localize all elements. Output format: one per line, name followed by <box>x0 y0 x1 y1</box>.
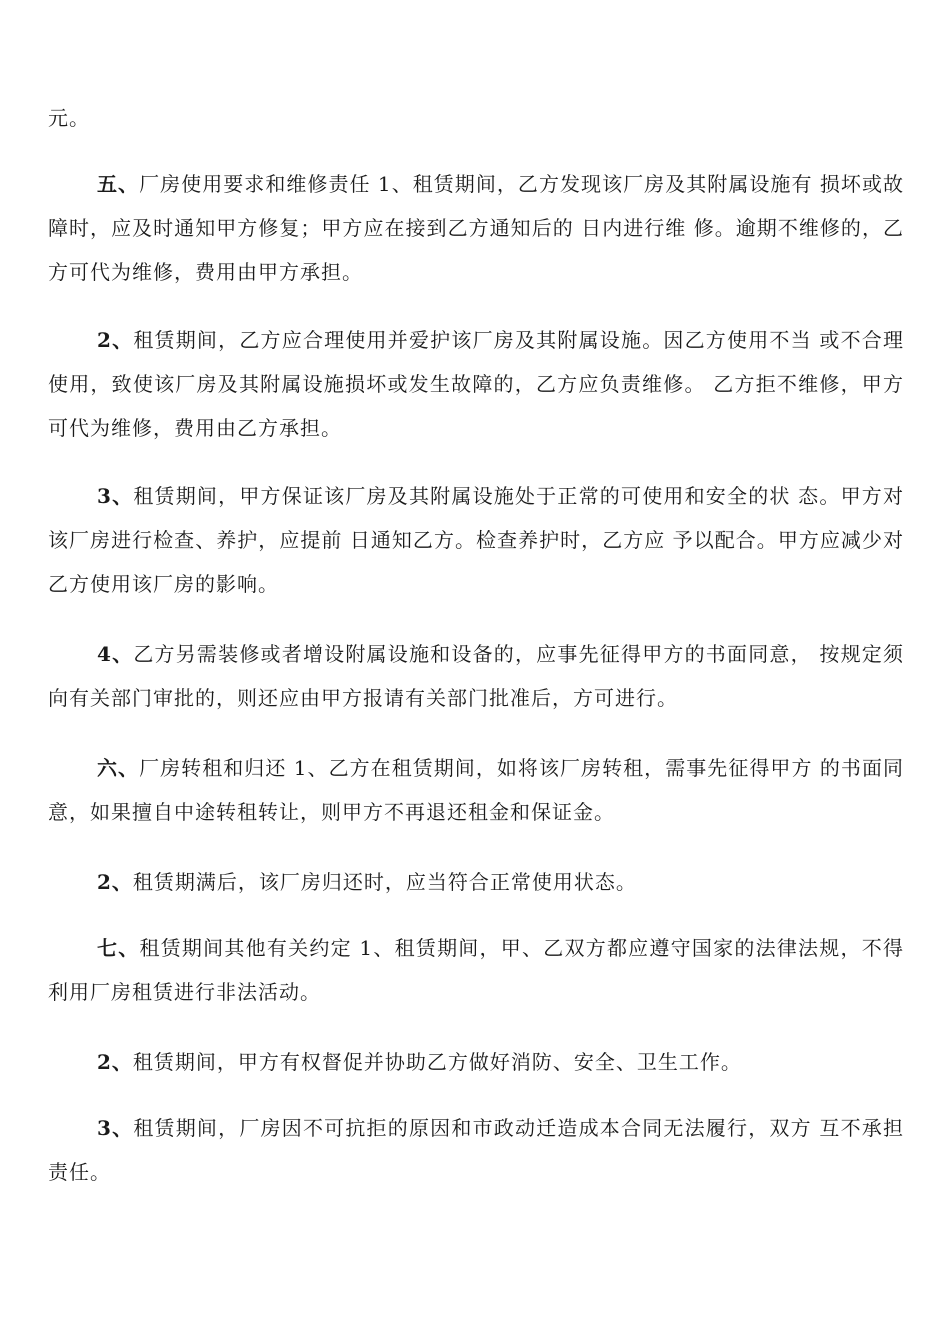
clause-7-3 <box>48 1106 904 1194</box>
paragraph-text: 租赁期间，甲方有权督促并协助乙方做好消防、安全、卫生工作。 <box>132 1050 742 1074</box>
clause-6-2 <box>48 860 904 904</box>
clause-number: 2、 <box>97 328 134 352</box>
paragraph-text: 租赁期间其他有关约定 1、租赁期间，甲、乙双方都应遵守国家的法律法规，不得利用厂房租赁进行非法活动。 <box>48 936 904 1004</box>
clause-number: 3、 <box>97 1116 134 1140</box>
paragraph-text: 租赁期间，甲方保证该厂房及其附属设施处于正常的可使用和安全的状 态。甲方对该厂房进行检查、养护，应提前 日通知乙方。检查养护时，乙方应 予以配合。甲方应减少对乙方使用该厂房的影响。 <box>48 484 904 596</box>
section-6-sublease-return <box>48 746 904 834</box>
section-7-other-agreements <box>48 926 904 1014</box>
paragraph-continuation <box>48 96 904 140</box>
section-number: 七、 <box>97 936 140 960</box>
paragraph-text: 租赁期间，乙方应合理使用并爱护该厂房及其附属设施。因乙方使用不当 或不合理使用，致使该厂房及其附属设施损坏或发生故障的，乙方应负责维修。 乙方拒不维修，甲方可代为维修，费用由乙方承担。 <box>48 328 904 440</box>
clause-5-3 <box>48 474 904 606</box>
clause-7-2 <box>48 1040 904 1084</box>
clause-5-4 <box>48 632 904 720</box>
paragraph-text: 厂房使用要求和维修责任 1、租赁期间，乙方发现该厂房及其附属设施有 损坏或故障时，应及时通知甲方修复；甲方应在接到乙方通知后的 日内进行维 修。逾期不维修的，乙方可代为维修，费用由甲方承担。 <box>48 172 905 284</box>
clause-number: 3、 <box>97 484 134 508</box>
paragraph-text: 乙方另需装修或者增设附属设施和设备的，应事先征得甲方的书面同意， 按规定须向有关部门审批的，则还应由甲方报请有关部门批准后，方可进行。 <box>48 642 904 710</box>
paragraph-text: 租赁期满后，该厂房归还时，应当符合正常使用状态。 <box>132 870 637 894</box>
clause-number: 2、 <box>97 870 133 894</box>
paragraph-text: 租赁期间，厂房因不可抗拒的原因和市政动迁造成本合同无法履行，双方 互不承担责任。 <box>48 1116 904 1184</box>
clause-5-2 <box>48 318 904 450</box>
paragraph-text: 厂房转租和归还 1、乙方在租赁期间，如将该厂房转租，需事先征得甲方 的书面同意，如果擅自中途转租转让，则甲方不再退还租金和保证金。 <box>48 756 905 824</box>
paragraph-text: 元。 <box>48 106 90 130</box>
section-5-usage-repair <box>48 162 904 294</box>
clause-number: 4、 <box>97 642 134 666</box>
section-number: 五、 <box>97 172 140 196</box>
clause-number: 2、 <box>97 1050 133 1074</box>
section-number: 六、 <box>97 756 140 780</box>
